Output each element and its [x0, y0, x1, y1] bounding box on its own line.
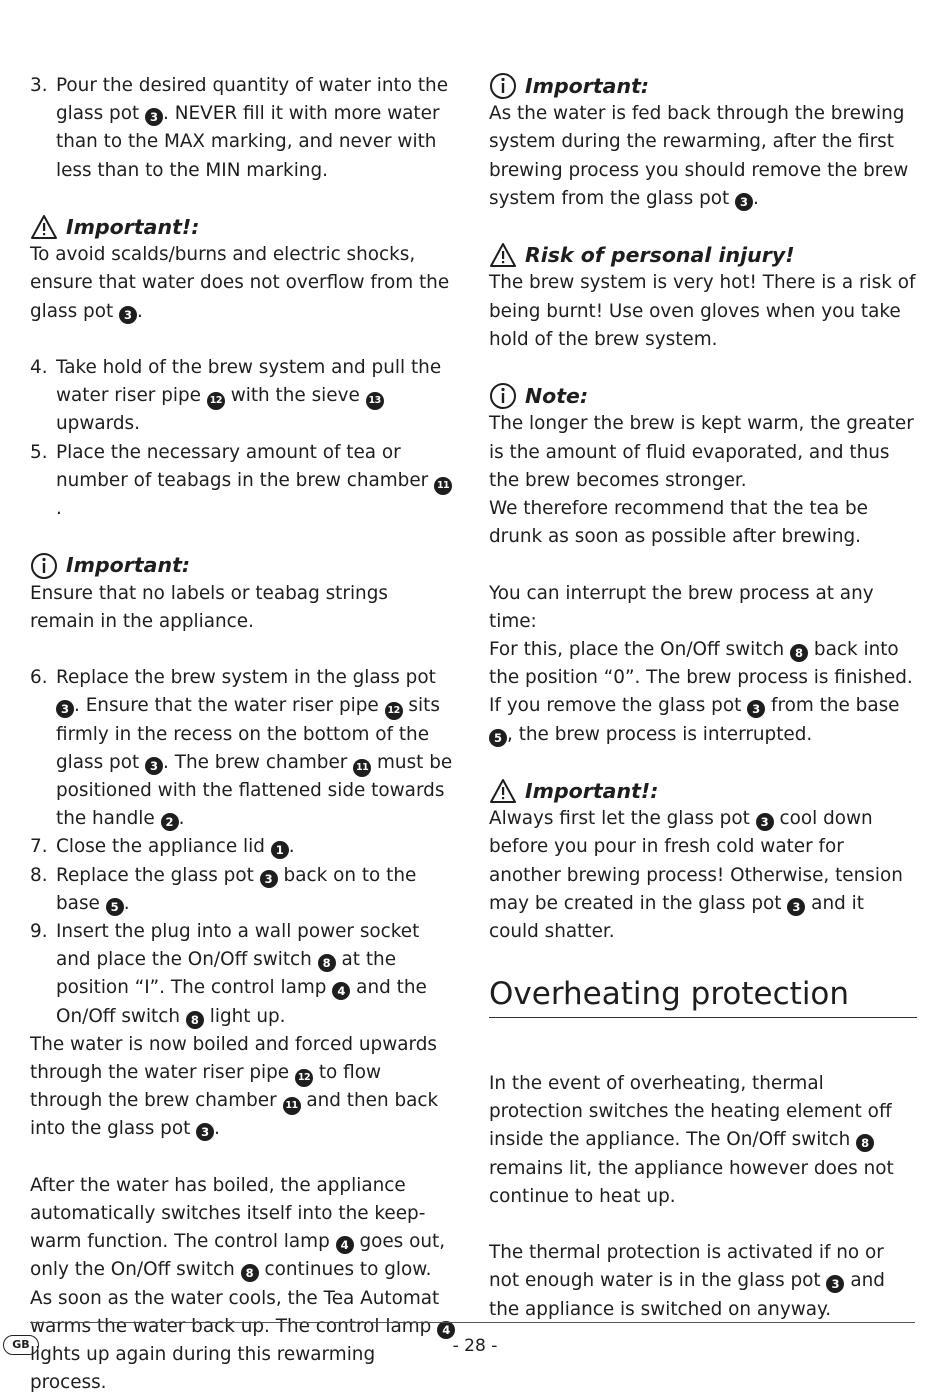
section-title: Overheating protection [489, 974, 917, 1018]
risk-heading: Risk of personal injury! [525, 243, 795, 268]
ref-number: 5 [106, 898, 124, 916]
step-3: 3. Pour the desired quantity of water into the glass pot 3 . NEVER fill it with more water than to the MAX marking, and never with less than to the MIN marking. [30, 75, 449, 181]
ref-number: 1 [271, 841, 289, 859]
ref-number: 3 [56, 700, 74, 718]
info-circle-icon [489, 382, 517, 410]
important-note-2: Important: Ensure that no labels or teabag strings remain in the appliance. [30, 553, 388, 632]
ref-number: 3 [735, 193, 753, 211]
ref-number: 4 [332, 982, 350, 1000]
left-column [30, 72, 456, 1397]
important-note-3: Important: As the water is fed back through the brewing system during the rewarming, after the first brewing process you should remove the brew system from the glass pot 3 . [489, 74, 909, 209]
ref-number: 8 [318, 954, 336, 972]
ref-number: 5 [489, 729, 507, 747]
step-7: 7. Close the appliance lid 1 . [30, 836, 295, 858]
step-5: 5. Place the necessary amount of tea or number of teabags in the brew chamber 11. [30, 439, 456, 524]
interrupt-paragraph: You can interrupt the brew process at any time: For this, place the On/Off switch 8 back into the position “0”. The brew process is finished. If you remove the glass pot 3 from the base 5 , the brew process is interrupted. [489, 582, 913, 745]
risk-warning: Risk of personal injury! The brew system is very hot! There is a risk of being burnt! Use oven gloves when you take hold of the brew system. [489, 243, 916, 350]
ref-number: 12 [385, 702, 403, 720]
step-9: 9. Insert the plug into a wall power socket and place the On/Off switch 8 at the position “I”. The control lamp 4 and the On/Off switch 8 light up. [30, 921, 427, 1027]
ref-number: 3 [787, 898, 805, 916]
warning-triangle-icon [489, 241, 517, 269]
important-note-4: Important!: Always first let the glass pot 3 cool down before you pour in fresh cold water for another brewing process! Otherwise, tension may be created in the glass pot 3 and it could shatter. [489, 779, 903, 943]
ref-number: 3 [260, 870, 278, 888]
step-8: 8. Replace the glass pot 3 back on to the base 5 . [30, 864, 417, 914]
warning-triangle-icon [30, 213, 58, 241]
info-circle-icon [489, 72, 517, 100]
ref-number: 4 [437, 1321, 455, 1339]
ref-number: 3 [196, 1123, 214, 1141]
paragraph-boiling: The water is now boiled and forced upwards through the water riser pipe 12 to flow through the brew chamber 11 and then back into the glass pot 3 . [30, 1033, 439, 1140]
important-heading: Important!: [66, 215, 200, 239]
ref-number: 2 [161, 813, 179, 831]
note: Note: The longer the brew is kept warm, the greater is the amount of fluid evaporated, and thus the brew becomes stronger. We therefore recommend that the tea be drunk as soon as possible after brewing. [489, 384, 914, 548]
important-heading: Important: [66, 553, 191, 578]
important-note-1: Important!: To avoid scalds/burns and electric shocks, ensure that water does not overflow from the glass pot 3 . [30, 215, 450, 322]
ref-number: 11 [283, 1097, 301, 1115]
ref-number: 12 [295, 1069, 313, 1087]
step-6: 6. Replace the brew system in the glass pot 3 . Ensure that the water riser pipe 12 sits firmly in the recess on the bottom of the glass pot 3 . The brew chamber 11 must be positioned with the flattened side towards the handle 2 . [30, 667, 453, 830]
ref-number: 8 [856, 1134, 874, 1152]
ref-number: 3 [145, 108, 163, 126]
ref-number: 13 [366, 392, 384, 410]
overheating-paragraph-2: The thermal protection is activated if no or not enough water is in the glass pot 3 and the appliance is switched on anyway. [489, 1242, 885, 1320]
info-circle-icon [30, 552, 58, 580]
note-heading: Note: [525, 384, 589, 409]
footer-divider [30, 1322, 915, 1323]
overheating-paragraph-1: In the event of overheating, thermal protection switches the heating element off inside the appliance. The On/Off switch 8 remains lit, the appliance however does not continue to heat up. [489, 1072, 894, 1207]
important-heading: Important!: [525, 779, 659, 804]
ref-number: 3 [119, 306, 137, 324]
language-badge: GB [3, 1335, 39, 1355]
ref-number: 11 [434, 477, 452, 495]
ref-number: 11 [353, 759, 371, 777]
ref-number: 8 [790, 644, 808, 662]
ref-number: 8 [186, 1011, 204, 1029]
right-column [489, 72, 917, 1324]
page-number: - 28 - [452, 1336, 498, 1356]
ref-number: 3 [145, 757, 163, 775]
paragraph-keep-warm: After the water has boiled, the appliance automatically switches itself into the keep-warm function. The control lamp 4 goes out, only the On/Off switch 8 continues to glow. As soon as the water cools, the Tea Automat warms the water back up. The control lamp 4 lights up again during this rewarming process. [30, 1172, 456, 1397]
ref-number: 12 [207, 392, 225, 410]
ref-number: 3 [826, 1275, 844, 1293]
ref-number: 4 [336, 1236, 354, 1254]
ref-number: 8 [241, 1264, 259, 1282]
ref-number: 3 [747, 700, 765, 718]
warning-triangle-icon [489, 777, 517, 805]
step-4: 4. Take hold of the brew system and pull the water riser pipe 12 with the sieve 13 upwards. [30, 357, 442, 435]
ref-number: 3 [756, 813, 774, 831]
important-heading: Important: [525, 74, 650, 98]
